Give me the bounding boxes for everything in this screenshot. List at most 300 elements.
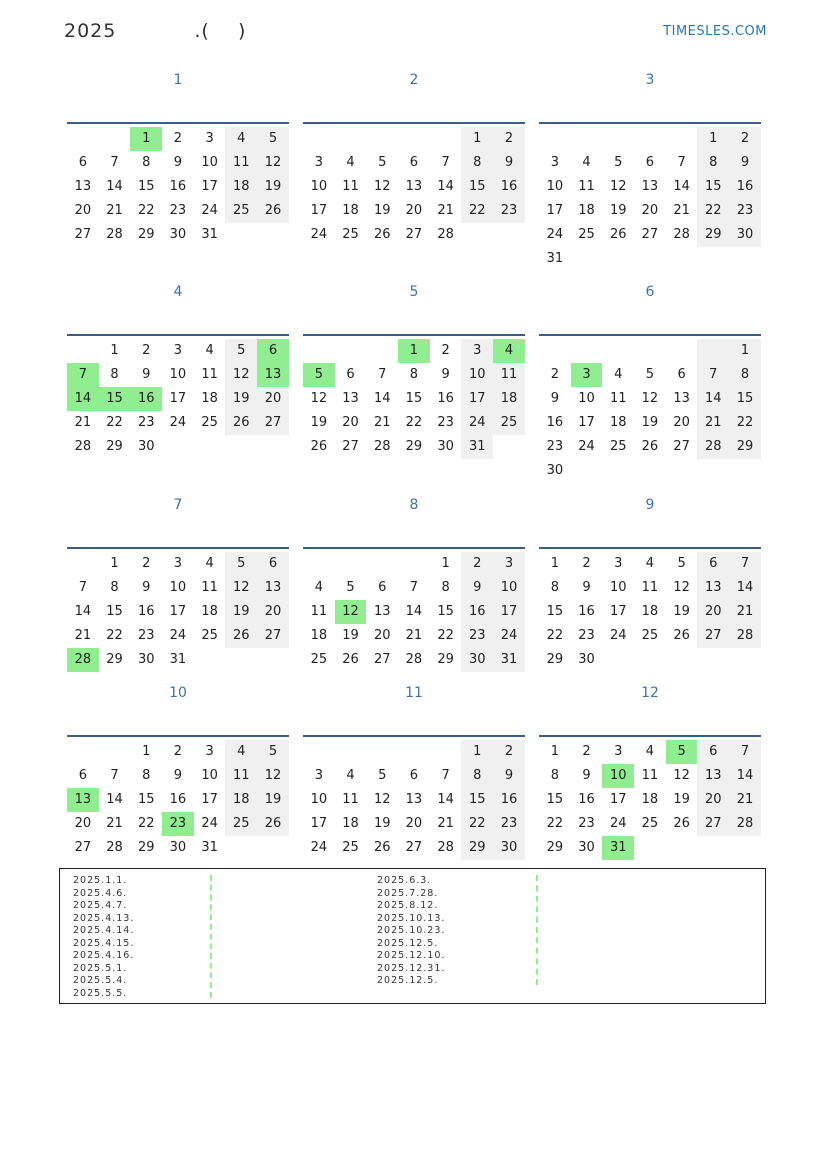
month-title: 11 bbox=[405, 685, 423, 701]
day-cell: 15 bbox=[137, 179, 155, 194]
day-cell: 6 bbox=[409, 768, 419, 783]
day-cell: 14 bbox=[437, 179, 454, 194]
day-cell: 16 bbox=[461, 600, 493, 624]
site-logo-link[interactable]: TIMESLES.COM bbox=[663, 24, 767, 39]
day-cell: 7 bbox=[441, 155, 450, 170]
day-cell: 10 bbox=[578, 391, 595, 406]
day-cell: 12 bbox=[609, 179, 627, 194]
day-cell: 26 bbox=[225, 624, 257, 648]
day-cell: 19 bbox=[310, 415, 328, 430]
day-cell: 26 bbox=[673, 628, 690, 643]
holiday-divider-left bbox=[210, 875, 214, 998]
day-cell: 14 bbox=[673, 179, 690, 194]
holiday-day-cell: 28 bbox=[67, 648, 99, 672]
holiday-day-cell: 16 bbox=[130, 387, 162, 411]
day-cell: 23 bbox=[546, 439, 564, 454]
day-cell: 23 bbox=[169, 203, 187, 218]
day-cell: 5 bbox=[645, 367, 655, 382]
empty-cell bbox=[634, 339, 666, 363]
day-cell: 20 bbox=[697, 600, 729, 624]
holiday-date: 2025.1.1. bbox=[73, 875, 128, 886]
day-cell: 8 bbox=[550, 580, 559, 595]
empty-cell bbox=[67, 740, 99, 764]
day-cell: 9 bbox=[441, 367, 450, 382]
day-cell: 26 bbox=[609, 227, 627, 242]
month-grid bbox=[67, 339, 289, 459]
day-cell: 14 bbox=[437, 792, 454, 807]
day-cell: 20 bbox=[373, 628, 391, 643]
day-cell: 19 bbox=[609, 203, 627, 218]
day-cell: 3 bbox=[205, 131, 214, 146]
day-cell: 18 bbox=[342, 816, 359, 831]
day-cell: 4 bbox=[346, 768, 355, 783]
day-cell: 25 bbox=[578, 227, 595, 242]
day-cell: 3 bbox=[461, 339, 493, 363]
day-cell: 24 bbox=[609, 816, 627, 831]
day-cell: 12 bbox=[373, 792, 391, 807]
day-cell: 2 bbox=[550, 367, 559, 382]
day-cell: 29 bbox=[697, 223, 729, 247]
holiday-list-right bbox=[377, 875, 445, 988]
day-cell: 15 bbox=[437, 604, 454, 619]
month-divider bbox=[67, 122, 289, 124]
month-divider bbox=[303, 334, 525, 336]
day-cell: 9 bbox=[582, 768, 591, 783]
holiday-day-cell: 13 bbox=[67, 788, 99, 812]
day-cell: 15 bbox=[546, 792, 564, 807]
empty-cell bbox=[430, 127, 462, 151]
day-cell: 20 bbox=[405, 816, 423, 831]
year-subtitle: .( ) bbox=[194, 20, 247, 42]
day-cell: 30 bbox=[169, 227, 187, 242]
day-cell: 20 bbox=[697, 788, 729, 812]
day-cell: 19 bbox=[641, 415, 659, 430]
day-cell: 6 bbox=[697, 552, 729, 576]
day-cell: 7 bbox=[78, 580, 87, 595]
day-cell: 4 bbox=[205, 556, 214, 571]
day-cell: 3 bbox=[205, 744, 214, 759]
month-title: 1 bbox=[173, 72, 183, 88]
empty-cell bbox=[366, 552, 398, 576]
day-cell: 24 bbox=[578, 439, 595, 454]
day-cell: 28 bbox=[405, 652, 423, 667]
day-cell: 22 bbox=[106, 628, 123, 643]
day-cell: 2 bbox=[173, 131, 183, 146]
holiday-day-cell: 3 bbox=[571, 363, 603, 387]
month-grid bbox=[303, 127, 525, 247]
day-cell: 27 bbox=[405, 840, 423, 855]
empty-cell bbox=[366, 740, 398, 764]
day-cell: 6 bbox=[378, 580, 387, 595]
day-cell: 25 bbox=[609, 439, 627, 454]
day-cell: 26 bbox=[257, 812, 289, 836]
day-cell: 13 bbox=[641, 179, 659, 194]
day-cell: 26 bbox=[225, 411, 257, 435]
day-cell: 1 bbox=[550, 556, 559, 571]
holiday-date: 2025.5.5. bbox=[73, 987, 128, 999]
empty-cell bbox=[335, 339, 367, 363]
day-cell: 18 bbox=[225, 788, 257, 812]
day-cell: 9 bbox=[142, 367, 151, 382]
day-cell: 12 bbox=[257, 151, 289, 175]
month-12 bbox=[539, 683, 761, 855]
day-cell: 7 bbox=[110, 768, 119, 783]
day-cell: 16 bbox=[169, 179, 187, 194]
day-cell: 10 bbox=[609, 580, 627, 595]
day-cell: 7 bbox=[677, 155, 686, 170]
day-cell: 5 bbox=[378, 155, 387, 170]
day-cell: 15 bbox=[106, 604, 123, 619]
day-cell: 14 bbox=[405, 604, 423, 619]
day-cell: 22 bbox=[697, 199, 729, 223]
day-cell: 12 bbox=[225, 576, 257, 600]
month-divider bbox=[67, 334, 289, 336]
day-cell: 21 bbox=[373, 415, 391, 430]
day-cell: 27 bbox=[697, 624, 729, 648]
empty-cell bbox=[99, 740, 131, 764]
month-grid bbox=[67, 552, 289, 672]
month-grid bbox=[539, 127, 761, 271]
day-cell: 24 bbox=[609, 628, 627, 643]
day-cell: 26 bbox=[673, 816, 690, 831]
day-cell: 19 bbox=[342, 628, 359, 643]
day-cell: 24 bbox=[310, 227, 328, 242]
day-cell: 25 bbox=[225, 199, 257, 223]
day-cell: 21 bbox=[74, 628, 92, 643]
holiday-day-cell: 31 bbox=[602, 836, 634, 860]
day-cell: 25 bbox=[342, 840, 359, 855]
empty-cell bbox=[571, 127, 603, 151]
month-divider bbox=[303, 735, 525, 737]
day-cell: 27 bbox=[405, 227, 423, 242]
day-cell: 11 bbox=[310, 604, 328, 619]
day-cell: 15 bbox=[729, 387, 761, 411]
day-cell: 22 bbox=[546, 628, 564, 643]
day-cell: 14 bbox=[106, 792, 123, 807]
empty-cell bbox=[602, 339, 634, 363]
day-cell: 1 bbox=[697, 127, 729, 151]
day-cell: 3 bbox=[614, 556, 623, 571]
day-cell: 11 bbox=[201, 367, 218, 382]
day-cell: 10 bbox=[201, 768, 218, 783]
day-cell: 15 bbox=[461, 788, 493, 812]
day-cell: 14 bbox=[729, 576, 761, 600]
day-cell: 4 bbox=[614, 367, 623, 382]
day-cell: 21 bbox=[729, 788, 761, 812]
day-cell: 28 bbox=[74, 439, 92, 454]
day-cell: 2 bbox=[142, 556, 151, 571]
day-cell: 19 bbox=[257, 175, 289, 199]
day-cell: 31 bbox=[201, 840, 218, 855]
day-cell: 3 bbox=[614, 744, 623, 759]
day-cell: 7 bbox=[697, 363, 729, 387]
day-cell: 11 bbox=[609, 391, 627, 406]
holiday-date: 2025.4.15. bbox=[73, 937, 135, 949]
day-cell: 5 bbox=[378, 768, 387, 783]
day-cell: 17 bbox=[546, 203, 564, 218]
day-cell: 1 bbox=[441, 556, 450, 571]
day-cell: 27 bbox=[342, 439, 359, 454]
holiday-date: 2025.12.5. bbox=[377, 937, 439, 949]
month-title: 7 bbox=[173, 497, 183, 513]
day-cell: 18 bbox=[609, 415, 627, 430]
day-cell: 3 bbox=[493, 552, 525, 576]
day-cell: 16 bbox=[578, 604, 595, 619]
day-cell: 11 bbox=[225, 151, 257, 175]
day-cell: 13 bbox=[697, 764, 729, 788]
day-cell: 22 bbox=[546, 816, 564, 831]
day-cell: 18 bbox=[201, 604, 218, 619]
day-cell: 13 bbox=[697, 576, 729, 600]
empty-cell bbox=[634, 127, 666, 151]
holiday-date: 2025.4.13. bbox=[73, 912, 135, 924]
holiday-date: 2025.10.23. bbox=[377, 925, 446, 936]
day-cell: 18 bbox=[201, 391, 218, 406]
day-cell: 10 bbox=[201, 155, 218, 170]
day-cell: 10 bbox=[461, 363, 493, 387]
day-cell: 22 bbox=[461, 199, 493, 223]
day-cell: 31 bbox=[493, 648, 525, 672]
day-cell: 5 bbox=[225, 552, 257, 576]
day-cell: 2 bbox=[173, 744, 183, 759]
day-cell: 10 bbox=[546, 179, 564, 194]
day-cell: 9 bbox=[142, 580, 151, 595]
empty-cell bbox=[366, 127, 398, 151]
holiday-date: 2025.4.14. bbox=[73, 925, 135, 936]
day-cell: 24 bbox=[169, 628, 187, 643]
day-cell: 21 bbox=[106, 816, 123, 831]
day-cell: 9 bbox=[173, 768, 183, 783]
day-cell: 25 bbox=[201, 628, 218, 643]
empty-cell bbox=[539, 339, 571, 363]
day-cell: 6 bbox=[697, 740, 729, 764]
day-cell: 5 bbox=[346, 580, 355, 595]
day-cell: 11 bbox=[641, 580, 659, 595]
day-cell: 21 bbox=[437, 816, 454, 831]
day-cell: 27 bbox=[74, 840, 92, 855]
holiday-day-cell: 6 bbox=[257, 339, 289, 363]
day-cell: 8 bbox=[142, 155, 151, 170]
day-cell: 14 bbox=[697, 387, 729, 411]
day-cell: 8 bbox=[441, 580, 450, 595]
day-cell: 12 bbox=[257, 764, 289, 788]
day-cell: 8 bbox=[461, 764, 493, 788]
month-divider bbox=[539, 735, 761, 737]
day-cell: 20 bbox=[257, 387, 289, 411]
holiday-date: 2025.6.3. bbox=[377, 875, 432, 886]
day-cell: 18 bbox=[641, 792, 659, 807]
day-cell: 9 bbox=[729, 151, 761, 175]
day-cell: 27 bbox=[641, 227, 659, 242]
day-cell: 25 bbox=[310, 652, 328, 667]
day-cell: 1 bbox=[461, 127, 493, 151]
day-cell: 3 bbox=[314, 768, 323, 783]
holiday-list-left bbox=[73, 875, 134, 1000]
day-cell: 29 bbox=[137, 227, 155, 242]
day-cell: 30 bbox=[461, 648, 493, 672]
day-cell: 18 bbox=[225, 175, 257, 199]
day-cell: 21 bbox=[729, 600, 761, 624]
day-cell: 3 bbox=[173, 556, 183, 571]
empty-cell bbox=[697, 339, 729, 363]
day-cell: 3 bbox=[173, 343, 183, 358]
day-cell: 27 bbox=[257, 411, 289, 435]
day-cell: 30 bbox=[437, 439, 454, 454]
day-cell: 12 bbox=[641, 391, 659, 406]
day-cell: 1 bbox=[142, 744, 151, 759]
day-cell: 20 bbox=[405, 203, 423, 218]
day-cell: 28 bbox=[673, 227, 690, 242]
day-cell: 11 bbox=[641, 768, 659, 783]
day-cell: 4 bbox=[346, 155, 355, 170]
holiday-date: 2025.12.31. bbox=[377, 962, 446, 974]
day-cell: 22 bbox=[137, 203, 155, 218]
month-title: 10 bbox=[169, 685, 187, 701]
day-cell: 11 bbox=[493, 363, 525, 387]
day-cell: 27 bbox=[373, 652, 391, 667]
day-cell: 30 bbox=[493, 836, 525, 860]
day-cell: 16 bbox=[729, 175, 761, 199]
day-cell: 22 bbox=[106, 415, 123, 430]
empty-cell bbox=[67, 127, 99, 151]
month-grid bbox=[67, 127, 289, 247]
day-cell: 9 bbox=[461, 576, 493, 600]
day-cell: 27 bbox=[673, 439, 690, 454]
day-cell: 20 bbox=[641, 203, 659, 218]
day-cell: 15 bbox=[137, 792, 155, 807]
empty-cell bbox=[666, 127, 698, 151]
holiday-day-cell: 12 bbox=[335, 600, 367, 624]
day-cell: 30 bbox=[578, 652, 595, 667]
day-cell: 7 bbox=[729, 552, 761, 576]
day-cell: 2 bbox=[493, 740, 525, 764]
day-cell: 6 bbox=[257, 552, 289, 576]
day-cell: 6 bbox=[346, 367, 355, 382]
day-cell: 26 bbox=[641, 439, 659, 454]
day-cell: 20 bbox=[342, 415, 359, 430]
day-cell: 22 bbox=[437, 628, 454, 643]
empty-cell bbox=[335, 552, 367, 576]
day-cell: 18 bbox=[578, 203, 595, 218]
day-cell: 31 bbox=[201, 227, 218, 242]
month-title: 6 bbox=[645, 284, 655, 300]
month-divider bbox=[539, 122, 761, 124]
day-cell: 23 bbox=[137, 415, 155, 430]
day-cell: 10 bbox=[310, 179, 328, 194]
day-cell: 28 bbox=[106, 227, 123, 242]
day-cell: 19 bbox=[673, 604, 690, 619]
month-11 bbox=[303, 683, 525, 855]
month-4 bbox=[67, 282, 289, 454]
empty-cell bbox=[666, 339, 698, 363]
empty-cell bbox=[335, 127, 367, 151]
day-cell: 16 bbox=[137, 604, 155, 619]
day-cell: 17 bbox=[201, 179, 218, 194]
day-cell: 23 bbox=[493, 199, 525, 223]
day-cell: 23 bbox=[578, 628, 595, 643]
day-cell: 4 bbox=[314, 580, 323, 595]
day-cell: 18 bbox=[310, 628, 328, 643]
day-cell: 18 bbox=[493, 387, 525, 411]
day-cell: 2 bbox=[493, 127, 525, 151]
day-cell: 24 bbox=[461, 411, 493, 435]
day-cell: 19 bbox=[373, 203, 391, 218]
empty-cell bbox=[430, 740, 462, 764]
month-grid bbox=[67, 740, 289, 860]
day-cell: 19 bbox=[673, 792, 690, 807]
day-cell: 5 bbox=[225, 339, 257, 363]
day-cell: 4 bbox=[582, 155, 591, 170]
day-cell: 10 bbox=[169, 367, 187, 382]
month-title: 4 bbox=[173, 284, 183, 300]
month-grid bbox=[303, 552, 525, 672]
empty-cell bbox=[67, 552, 99, 576]
day-cell: 8 bbox=[729, 363, 761, 387]
day-cell: 22 bbox=[405, 415, 423, 430]
holiday-date: 2025.4.16. bbox=[73, 950, 135, 961]
month-5 bbox=[303, 282, 525, 454]
day-cell: 23 bbox=[729, 199, 761, 223]
day-cell: 6 bbox=[645, 155, 655, 170]
day-cell: 19 bbox=[225, 600, 257, 624]
holiday-date: 2025.5.4. bbox=[73, 975, 128, 986]
day-cell: 19 bbox=[373, 816, 391, 831]
day-cell: 1 bbox=[110, 343, 119, 358]
day-cell: 4 bbox=[645, 744, 655, 759]
day-cell: 17 bbox=[201, 792, 218, 807]
day-cell: 29 bbox=[106, 652, 123, 667]
holiday-day-cell: 23 bbox=[162, 812, 194, 836]
day-cell: 11 bbox=[225, 764, 257, 788]
day-cell: 6 bbox=[78, 768, 87, 783]
day-cell: 1 bbox=[461, 740, 493, 764]
day-cell: 24 bbox=[201, 203, 218, 218]
day-cell: 30 bbox=[546, 463, 564, 478]
day-cell: 20 bbox=[74, 816, 92, 831]
day-cell: 21 bbox=[106, 203, 123, 218]
day-cell: 7 bbox=[378, 367, 387, 382]
empty-cell bbox=[99, 127, 131, 151]
holiday-day-cell: 4 bbox=[493, 339, 525, 363]
month-8 bbox=[303, 495, 525, 667]
day-cell: 17 bbox=[169, 391, 187, 406]
holiday-date: 2025.12.5. bbox=[377, 975, 439, 986]
day-cell: 8 bbox=[409, 367, 419, 382]
holiday-day-cell: 13 bbox=[257, 363, 289, 387]
day-cell: 12 bbox=[310, 391, 328, 406]
day-cell: 18 bbox=[342, 203, 359, 218]
empty-cell bbox=[303, 552, 335, 576]
holiday-date: 2025.5.1. bbox=[73, 962, 128, 974]
day-cell: 28 bbox=[729, 624, 761, 648]
day-cell: 17 bbox=[310, 816, 328, 831]
day-cell: 13 bbox=[673, 391, 690, 406]
month-divider bbox=[67, 547, 289, 549]
month-grid bbox=[539, 740, 761, 860]
day-cell: 28 bbox=[437, 840, 454, 855]
holiday-day-cell: 10 bbox=[602, 764, 634, 788]
day-cell: 12 bbox=[225, 363, 257, 387]
day-cell: 27 bbox=[697, 812, 729, 836]
day-cell: 23 bbox=[578, 816, 595, 831]
day-cell: 21 bbox=[437, 203, 454, 218]
holiday-date: 2025.10.13. bbox=[377, 912, 446, 924]
day-cell: 13 bbox=[373, 604, 391, 619]
day-cell: 5 bbox=[677, 556, 686, 571]
day-cell: 25 bbox=[641, 628, 659, 643]
day-cell: 23 bbox=[461, 624, 493, 648]
holiday-day-cell: 1 bbox=[398, 339, 430, 363]
